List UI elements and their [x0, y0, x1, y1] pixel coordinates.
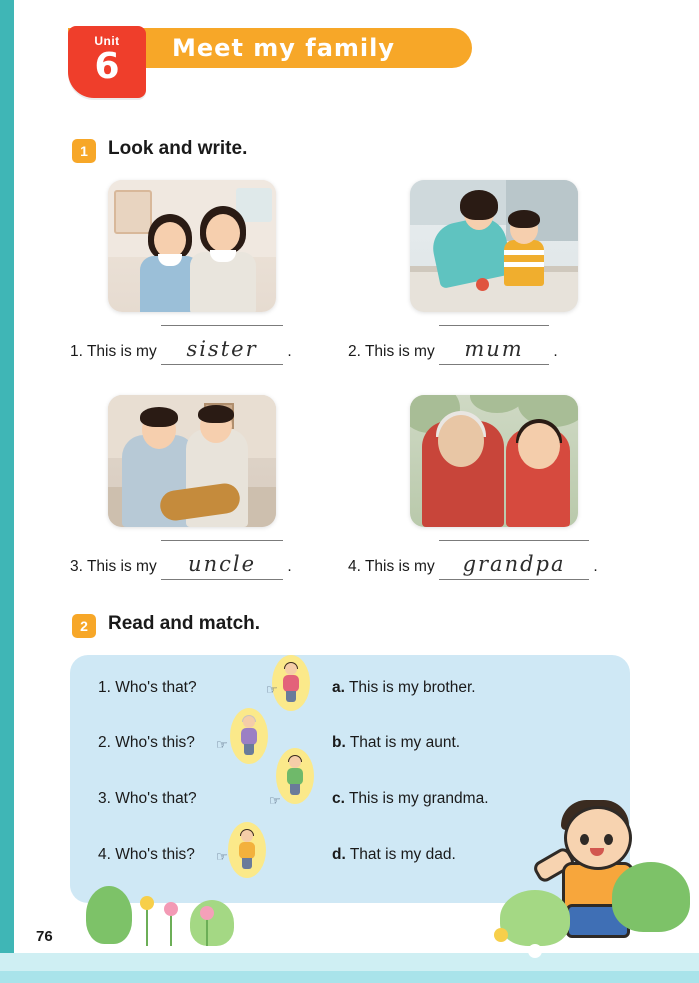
- person-figure-icon-1: [281, 663, 301, 703]
- match-right-letter-b: b.: [332, 734, 346, 751]
- item-prompt: This is my: [364, 343, 435, 360]
- match-left-number-4: 4.: [98, 846, 111, 863]
- flower-stem-2: [170, 912, 172, 946]
- match-right-item-a[interactable]: [332, 679, 476, 697]
- match-left-item-3[interactable]: [98, 790, 197, 808]
- match-left-number-1: 1.: [98, 679, 111, 696]
- answer-blank-1[interactable]: [161, 337, 283, 361]
- write-row-1: [70, 337, 292, 361]
- answer-word-3: uncle: [188, 552, 257, 576]
- pointing-hand-icon-4: ☞: [216, 849, 228, 864]
- match-left-number-2: 2.: [98, 734, 111, 751]
- item-prompt: This is my: [364, 558, 435, 575]
- item-period: .: [593, 558, 598, 575]
- pointing-hand-icon-2: ☞: [216, 737, 228, 752]
- writing-guide-top: [161, 540, 283, 541]
- match-right-item-d[interactable]: [332, 846, 456, 864]
- item-prompt: This is my: [86, 558, 157, 575]
- item-number: 3.: [70, 558, 83, 575]
- answer-word-2: mum: [464, 337, 524, 361]
- item-number: 2.: [348, 343, 361, 360]
- flower-stem-3: [206, 916, 208, 946]
- match-left-number-3: 3.: [98, 790, 111, 807]
- bush-decoration-4: [190, 900, 234, 946]
- write-row-2: [348, 337, 558, 361]
- person-figure-icon-3: [285, 756, 305, 796]
- match-left-text-1: Who's that?: [115, 679, 197, 696]
- item-period: .: [553, 343, 558, 360]
- match-right-letter-c: c.: [332, 790, 345, 807]
- page-number: 76: [36, 928, 53, 945]
- writing-guide-bottom: [161, 579, 283, 580]
- match-right-text-c: This is my grandma.: [348, 790, 489, 807]
- match-left-text-3: Who's that?: [115, 790, 197, 807]
- write-row-3: [70, 552, 292, 576]
- match-right-letter-d: d.: [332, 846, 346, 863]
- writing-guide-bottom: [439, 579, 589, 580]
- writing-guide-top: [439, 540, 589, 541]
- section-title-2: Read and match.: [108, 613, 261, 634]
- bush-decoration-3: [86, 886, 132, 944]
- answer-blank-4[interactable]: [439, 552, 589, 576]
- match-left-item-1[interactable]: [98, 679, 197, 697]
- page-bottom-band-deep: [0, 971, 699, 983]
- person-figure-icon-4: [237, 830, 257, 870]
- item-prompt: This is my: [86, 343, 157, 360]
- match-right-letter-a: a.: [332, 679, 345, 696]
- answer-blank-3[interactable]: [161, 552, 283, 576]
- match-left-item-2[interactable]: [98, 734, 195, 752]
- section-number-1: 1: [72, 139, 96, 163]
- item-period: .: [287, 343, 292, 360]
- exercise-photo-4: [410, 395, 578, 527]
- writing-guide-top: [439, 325, 549, 326]
- flower-decoration-1: [140, 896, 154, 910]
- match-right-item-c[interactable]: [332, 790, 489, 808]
- pointing-hand-icon-3: ☞: [269, 793, 281, 808]
- exercise-photo-3: [108, 395, 276, 527]
- flower-decoration-2: [164, 902, 178, 916]
- unit-badge: [68, 26, 146, 98]
- page-edge-bar: [0, 0, 14, 983]
- match-left-text-2: Who's this?: [115, 734, 195, 751]
- exercise-photo-1: [108, 180, 276, 312]
- write-row-4: [348, 552, 598, 576]
- flower-stem-1: [146, 906, 148, 946]
- item-period: .: [287, 558, 292, 575]
- item-number: 1.: [70, 343, 83, 360]
- writing-guide-top: [161, 325, 283, 326]
- bush-decoration-1: [612, 862, 690, 932]
- pointing-hand-icon-1: ☞: [266, 682, 278, 697]
- answer-word-4: grandpa: [462, 552, 566, 576]
- exercise-photo-2: [410, 180, 578, 312]
- unit-label: Unit: [94, 34, 120, 48]
- match-right-item-b[interactable]: [332, 734, 460, 752]
- writing-guide-bottom: [439, 364, 549, 365]
- match-left-item-4[interactable]: [98, 846, 195, 864]
- answer-blank-2[interactable]: [439, 337, 549, 361]
- flower-decoration-3: [200, 906, 214, 920]
- bush-decoration-2: [500, 890, 570, 946]
- section-number-2: 2: [72, 614, 96, 638]
- match-right-text-d: That is my dad.: [349, 846, 456, 863]
- flower-decoration-4: [494, 928, 508, 942]
- unit-number: 6: [94, 46, 120, 87]
- writing-guide-bottom: [161, 364, 283, 365]
- flower-decoration-5: [528, 944, 542, 958]
- item-number: 4.: [348, 558, 361, 575]
- answer-word-1: sister: [186, 337, 258, 361]
- page-title: Meet my family: [172, 34, 396, 62]
- match-right-text-b: That is my aunt.: [349, 734, 461, 751]
- match-left-text-4: Who's this?: [115, 846, 195, 863]
- section-title-1: Look and write.: [108, 138, 248, 159]
- person-figure-icon-2: [239, 716, 259, 756]
- match-right-text-a: This is my brother.: [348, 679, 476, 696]
